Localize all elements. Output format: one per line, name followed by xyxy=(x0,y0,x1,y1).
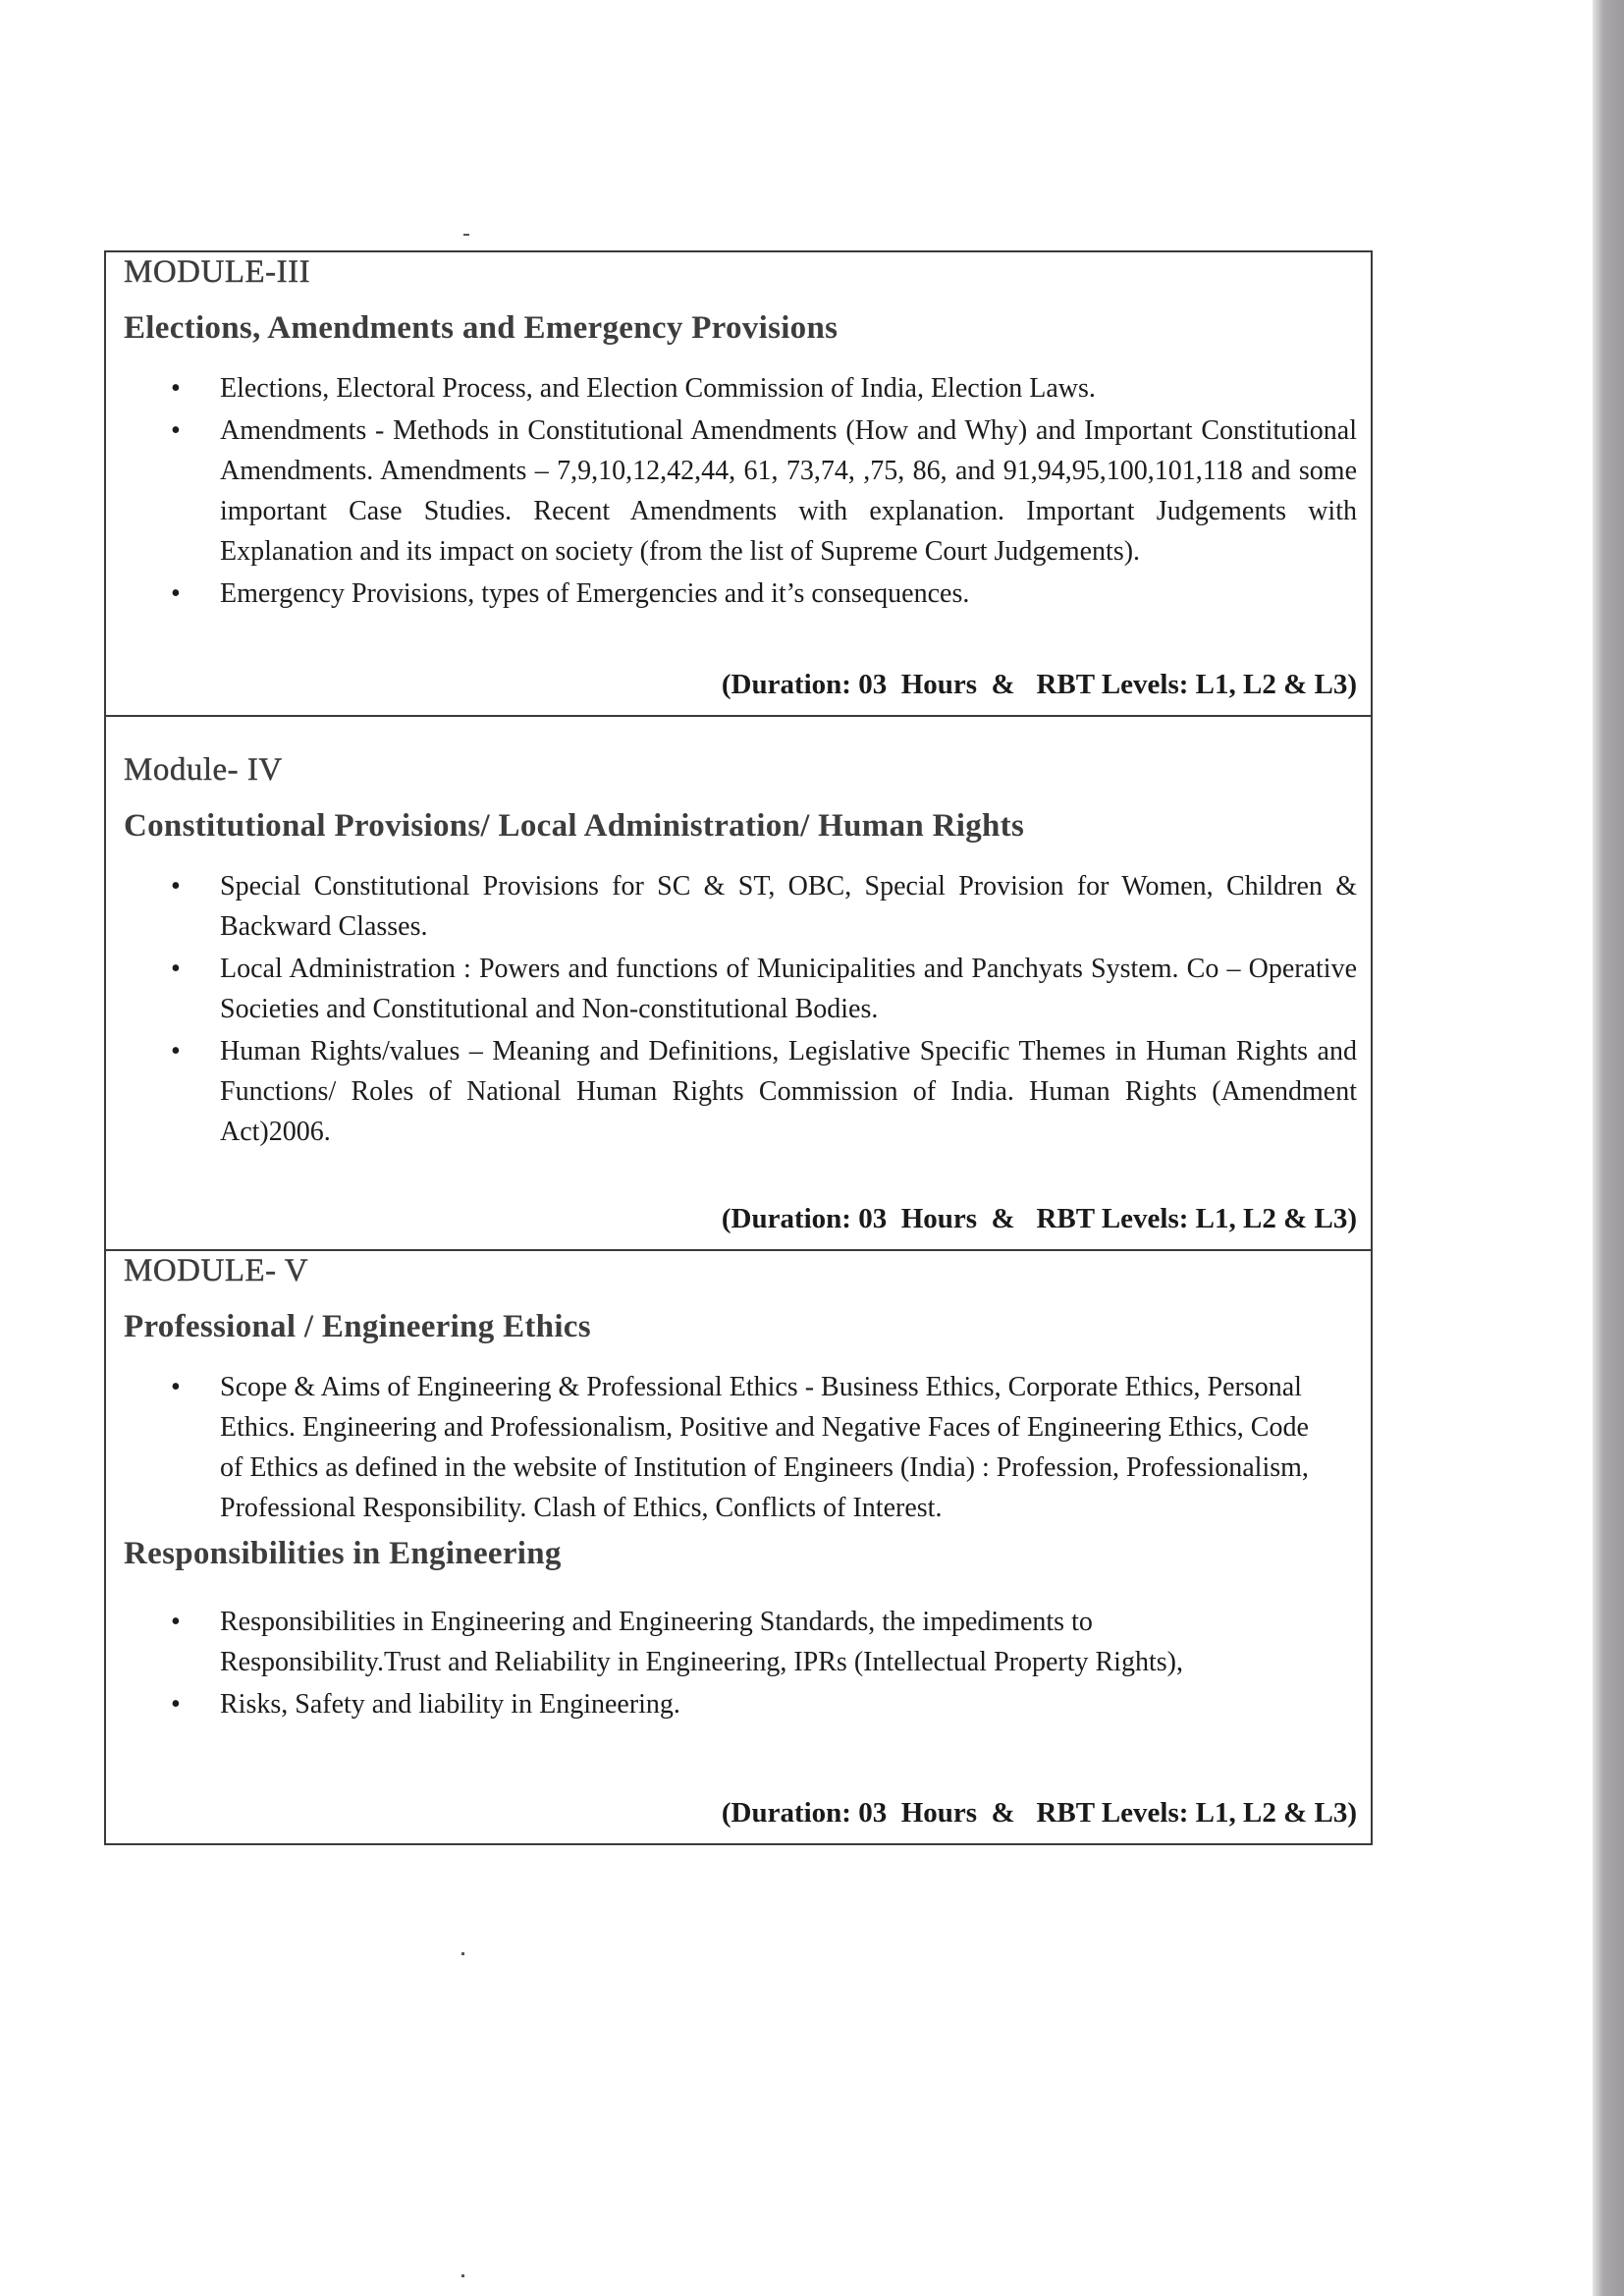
list-item: • Amendments - Methods in Constitutional Amendments (How and Why) and Important Constitutional Amendments. Amendments – 7,9,10,12,42,44, 61, 73,74, ,75, 86, and 91,94,95,100,101,118 and some important Case Studies. Recent Amendments with explanation. Important Judgements with Explanation and its impact on society (from the list of Supreme Court Judgements). xyxy=(124,410,1357,572)
topic-list xyxy=(124,1602,1357,1724)
list-item: • Scope & Aims of Engineering & Professional Ethics - Business Ethics, Corporate Ethics, Personal Ethics. Engineering and Professionalism, Positive and Negative Faces of Engineering Ethics, Code of Ethics as defined in the website of Institution of Engineers (India) : Profession, Professionalism, Professional Responsibility. Clash of Ethics, Conflicts of Interest. xyxy=(124,1367,1357,1528)
list-item: • Local Administration : Powers and functions of Municipalities and Panchyats System. Co – Operative Societies and Constitutional and Non-constitutional Bodies. xyxy=(124,949,1357,1029)
module-label: MODULE- V xyxy=(124,1253,309,1288)
scan-edge-shadow xyxy=(1593,0,1624,2296)
duration-note: (Duration: 03 Hours & RBT Levels: L1, L2 & L3) xyxy=(721,1797,1357,1829)
scan-speck xyxy=(463,234,469,236)
module-heading: Constitutional Provisions/ Local Administration/ Human Rights xyxy=(124,808,1025,844)
topic-list xyxy=(124,866,1357,1152)
scan-speck xyxy=(461,2274,464,2277)
module-3-section xyxy=(106,252,1371,717)
module-subheading: Responsibilities in Engineering xyxy=(124,1536,562,1571)
module-label: Module- IV xyxy=(124,752,283,788)
list-item: • Elections, Electoral Process, and Election Commission of India, Election Laws. xyxy=(124,368,1357,409)
duration-note: (Duration: 03 Hours & RBT Levels: L1, L2 & L3) xyxy=(721,669,1357,700)
module-heading: Elections, Amendments and Emergency Provisions xyxy=(124,310,839,346)
module-5-section xyxy=(106,1251,1371,1845)
scan-speck xyxy=(461,1952,464,1955)
list-item: • Human Rights/values – Meaning and Definitions, Legislative Specific Themes in Human Rights and Functions/ Roles of National Human Rights Commission of India. Human Rights (Amendment Act)2006. xyxy=(124,1031,1357,1152)
module-heading: Professional / Engineering Ethics xyxy=(124,1309,591,1344)
module-label: MODULE-III xyxy=(124,254,311,290)
topic-list xyxy=(124,1367,1357,1528)
list-item: • Risks, Safety and liability in Engineering. xyxy=(124,1684,1357,1724)
module-4-section xyxy=(106,750,1371,1251)
list-item: • Special Constitutional Provisions for SC & ST, OBC, Special Provision for Women, Children & Backward Classes. xyxy=(124,866,1357,947)
list-item: • Responsibilities in Engineering and Engineering Standards, the impediments to Responsibility.Trust and Reliability in Engineering, IPRs (Intellectual Property Rights), xyxy=(124,1602,1357,1682)
topic-list xyxy=(124,368,1357,614)
list-item: • Emergency Provisions, types of Emergencies and it’s consequences. xyxy=(124,574,1357,614)
syllabus-table xyxy=(104,250,1373,1845)
duration-note: (Duration: 03 Hours & RBT Levels: L1, L2 & L3) xyxy=(721,1203,1357,1234)
